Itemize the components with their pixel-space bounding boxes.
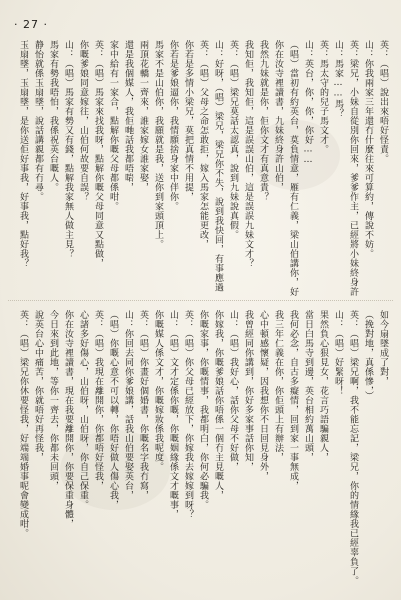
text-column: 山：（唱）我好心，話你父母不好做， — [228, 310, 238, 472]
text-column: 心諸多好傷心，山伯呀，山伯呀，你自己保重。 — [78, 310, 88, 510]
text-column: 英：（唱）說出來唔好怪責。 — [378, 40, 388, 164]
text-column: 静怡就係玉扇墜，說話講親都有冇尋。 — [33, 40, 43, 202]
text-column: 心中頓感懷疑，因我想你不日回見身外， — [258, 310, 268, 481]
text-column: 山：英台，你，你，你好…… — [303, 40, 313, 166]
text-column: 英：梁兄，小妹自從別你回來，爹爹作主，已經將小妹終身許 — [348, 40, 358, 297]
text-column: 山：（唱）好緊呀！ — [333, 310, 343, 396]
text-column: 當日白馬寺到邊，英台相約萬山頭， — [303, 310, 313, 462]
text-column: 家中給有一家合，點解你嘅父母都係咁。 — [108, 40, 118, 211]
text-column: 你若是多情小梁兄，莫把真情不用提， — [183, 40, 193, 202]
text-column: 英：（唱）你畫好個婚書，你嘅名字我冇寫， — [138, 310, 148, 500]
text-column: 山：馬家……馬？ — [333, 40, 343, 118]
text-column: 你嫁我，你嘅爹娘話你唔係一個冇主見嘅人， — [213, 310, 223, 500]
text-column: 你嘅爹娘同意嫁往，山伯何故要自誤？ — [78, 40, 88, 202]
text-column: 你若是爹娘逼你，我情願捨身家中伴你。 — [168, 40, 178, 211]
text-column: 山：你回去同你爹娘講，話我山伯要娶英台， — [123, 310, 133, 500]
text-column: 英：（唱）你父母已經放下，你嫁我去嫁嫁到呀？ — [183, 310, 193, 519]
text-column: 你嘅家事，你嘅情事，我都明白，你何必騙我。 — [198, 310, 208, 510]
text-column: 英：（唱）馬家來找我呀，點解你嘅父母同意又點做， — [93, 40, 103, 268]
text-column: 你在汝寺裡讀書，九妹終身許山伯， — [273, 40, 283, 192]
text-column: 玉扇墜，玉扇墜，是你送佢好事我，好事我，點好我？ — [18, 40, 28, 268]
text-column: 我曾經同你講到，你好多家事話你知， — [243, 310, 253, 472]
text-column: （挽對地，真係慘，） — [363, 310, 373, 401]
text-column: 我知佢，我知佢，這是誤誤山伯，這是誤誤九妹文才？ — [243, 40, 253, 268]
text-column: 英：（唱）梁兄你休要怪我，好端端婚事呢會變成咁。 — [18, 310, 28, 538]
text-column: 英：（唱）梁兄啊，我不能忘記，梁兄，你的情緣我已經辜負了。 — [348, 310, 358, 586]
text-column: 英：馬太守的兒子馬文才。 — [318, 40, 328, 154]
text-column: 英：（唱）父母之命怎敢拒，嫁入馬家怎能更改， — [198, 40, 208, 249]
text-column: 山：（唱）文才定係你嘅，你嘅姻緣係文才嘅事， — [168, 310, 178, 519]
page-number: · 27 · — [14, 18, 48, 31]
section-divider — [8, 300, 393, 301]
text-column: 英：（唱）梁兄莫話太認真，說到九妹說真假。 — [228, 40, 238, 240]
text-column: 果然負心狠見女，花言巧語騙親人， — [318, 310, 328, 462]
text-column: 我何必念，自古多癡情，回到家一事無成， — [288, 310, 298, 491]
text-column: 你在汝寺裡讀書，現在我要離開你，你要保重身體， — [63, 310, 73, 529]
text-column: 說英台心中痛苦，你就唔好再怪我， — [33, 310, 43, 462]
text-column: （唱）當初有約英台，莫負情意，雁有仁義，梁山伯講你，好 — [288, 40, 298, 297]
text-column: 我然九妹就是你，佢你文才有真意貴？ — [258, 40, 268, 202]
text-column: 山：你我兩家三年還冇什麼往來可算約，傳說不妨。 — [363, 40, 373, 259]
text-column: 今日來到此地，等你一齊去，你都未回頭， — [48, 310, 58, 491]
text-column: 我三年仁義在你，你佢頭上有辦法， — [273, 310, 283, 462]
text-column: 英：（唱）我現在離開你，你都唔好怪我， — [93, 310, 103, 491]
text-column: 你嘅媒人係文才，你嘅嫁妝係我呢度。 — [153, 310, 163, 472]
text-column: 如今扇墜成了對， — [378, 310, 388, 386]
text-column: 還是我個媒人，我佢哋話我都唔啱， — [123, 40, 133, 192]
text-column: 兩頂花轎一齊來，誰家嫁女誰家娶， — [138, 40, 148, 192]
text-column: 馬家有勢我唔怕，我係祝英台嘅人。 — [48, 40, 58, 192]
text-column: 山：好呀，（唱）梁兄，梁兄你不失，說到我快回，有事應過 — [213, 40, 223, 292]
text-column: （唱）你嘅心意不可以轉，你唔好做人傷心我， — [108, 310, 118, 510]
text-column: 馬家不是山伯你，我願就是我，送你到家頭頂上。 — [153, 40, 163, 249]
text-column: 山：（唱）馬家有勢又有錢，點解我家無人做主見？ — [63, 40, 73, 259]
